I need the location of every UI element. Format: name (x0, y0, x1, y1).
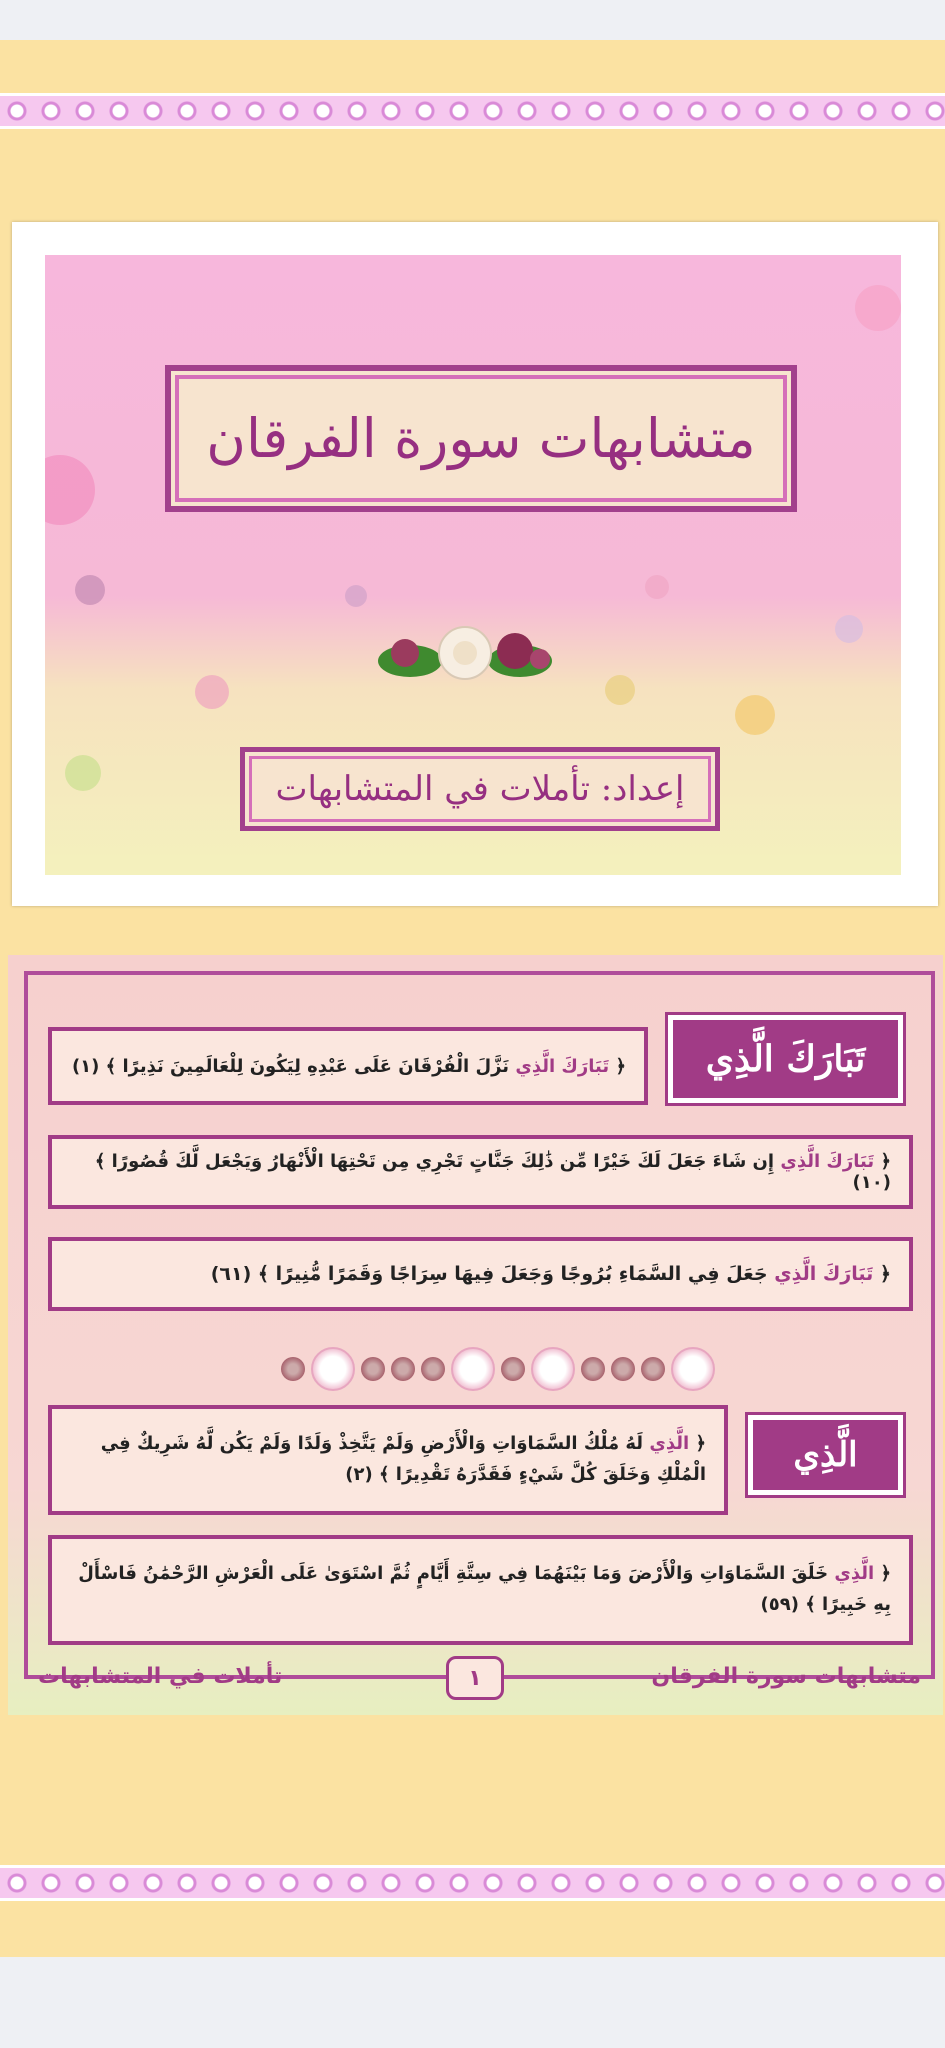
ayah-2 (48, 1405, 728, 1515)
cover-image (12, 222, 938, 906)
footer-book-title: متشابهات سورة الفرقان (651, 1664, 921, 1689)
ayah-text: ﴿ الَّذِي خَلَقَ السَّمَاوَاتِ وَالْأَرْضَ وَمَا بَيْنَهُمَا فِي سِتَّةِ أَيَّامٍ ثُمَّ اسْتَوَىٰ عَلَى الْعَرْشِ الرَّحْمَٰنُ فَاسْأَلْ بِهِ خَبِيرًا ﴾ (٥٩) (78, 1563, 891, 1615)
footer-author: تأملات في المتشابهات (38, 1664, 283, 1689)
page-image (8, 955, 943, 1715)
glitter-ball-icon (501, 1357, 525, 1381)
ayah-text: ﴿ تَبَارَكَ الَّذِي جَعَلَ فِي السَّمَاءِ بُرُوجًا وَجَعَلَ فِيهَا سِرَاجًا وَقَمَرًا مُّنِيرًا ﴾ (٦١) (210, 1263, 891, 1285)
decor-bubble (345, 585, 367, 607)
heart-icon (451, 1347, 495, 1391)
cover-art (45, 255, 901, 875)
decorative-flower-strip (0, 1865, 945, 1901)
section-label-text: تَبَارَكَ الَّذِي (705, 1038, 866, 1080)
bottom-bar (0, 1957, 945, 2048)
heart-icon (671, 1347, 715, 1391)
ayah-10 (48, 1135, 913, 1209)
cover-title-frame (165, 365, 797, 512)
glitter-heart-icon (641, 1357, 665, 1381)
ayah-text: ﴿ الَّذِي لَهُ مُلْكُ السَّمَاوَاتِ وَالْأَرْضِ وَلَمْ يَتَّخِذْ وَلَدًا وَلَمْ يَكُن لَّهُ شَرِيكٌ فِي الْمُلْكِ وَخَلَقَ كُلَّ شَيْءٍ فَقَدَّرَهُ تَقْدِيرًا ﴾ (٢) (100, 1433, 706, 1485)
cover-author: إعداد: تأملات في المتشابهات (275, 769, 685, 809)
ayah-highlight: الَّذِي (649, 1433, 690, 1455)
section-label-alladhi (748, 1415, 903, 1495)
decor-bubble (45, 455, 95, 525)
glitter-ball-icon (391, 1357, 415, 1381)
decor-bubble (645, 575, 669, 599)
page-number: ١ (446, 1656, 504, 1700)
ayah-highlight: تَبَارَكَ الَّذِي (780, 1151, 875, 1172)
ayah-text: ﴿ تَبَارَكَ الَّذِي نَزَّلَ الْفُرْقَانَ عَلَى عَبْدِهِ لِيَكُونَ لِلْعَالَمِينَ نَذِيرًا ﴾ (١) (71, 1055, 626, 1077)
page-frame (24, 971, 935, 1679)
decor-bubble (835, 615, 863, 643)
ayah-59 (48, 1535, 913, 1645)
heart-icon (311, 1347, 355, 1391)
glitter-heart-icon (361, 1357, 385, 1381)
ayah-61 (48, 1237, 913, 1311)
ayah-highlight: تَبَارَكَ الَّذِي (515, 1055, 610, 1077)
heart-icon (531, 1347, 575, 1391)
cover-author-frame (240, 747, 720, 831)
decorative-flower-strip (0, 93, 945, 129)
section-label-tabaraka (668, 1015, 903, 1103)
ayah-text: ﴿ تَبَارَكَ الَّذِي إِن شَاءَ جَعَلَ لَكَ خَيْرًا مِّن ذَٰلِكَ جَنَّاتٍ تَجْرِي مِن تَحْتِهَا الْأَنْهَارُ وَيَجْعَل لَّكَ قُصُورًا ﴾ (١٠) (94, 1151, 891, 1193)
cover-title: متشابهات سورة الفرقان (206, 407, 756, 470)
ayah-highlight: الَّذِي (834, 1563, 875, 1585)
glitter-ball-icon (281, 1357, 305, 1381)
decorative-hearts-divider (248, 1345, 748, 1393)
glitter-heart-icon (581, 1357, 605, 1381)
ayah-highlight: تَبَارَكَ الَّذِي (774, 1263, 874, 1285)
decor-bubble (735, 695, 775, 735)
section-label-text: الَّذِي (793, 1435, 858, 1475)
glitter-heart-icon (421, 1357, 445, 1381)
decor-bubble (65, 755, 101, 791)
decor-bubble (855, 285, 901, 331)
decor-bubble (195, 675, 229, 709)
ayah-1 (48, 1027, 648, 1105)
status-bar (0, 0, 945, 40)
glitter-ball-icon (611, 1357, 635, 1381)
decor-bubble (605, 675, 635, 705)
decor-bubble (75, 575, 105, 605)
roses-icon (370, 623, 560, 693)
